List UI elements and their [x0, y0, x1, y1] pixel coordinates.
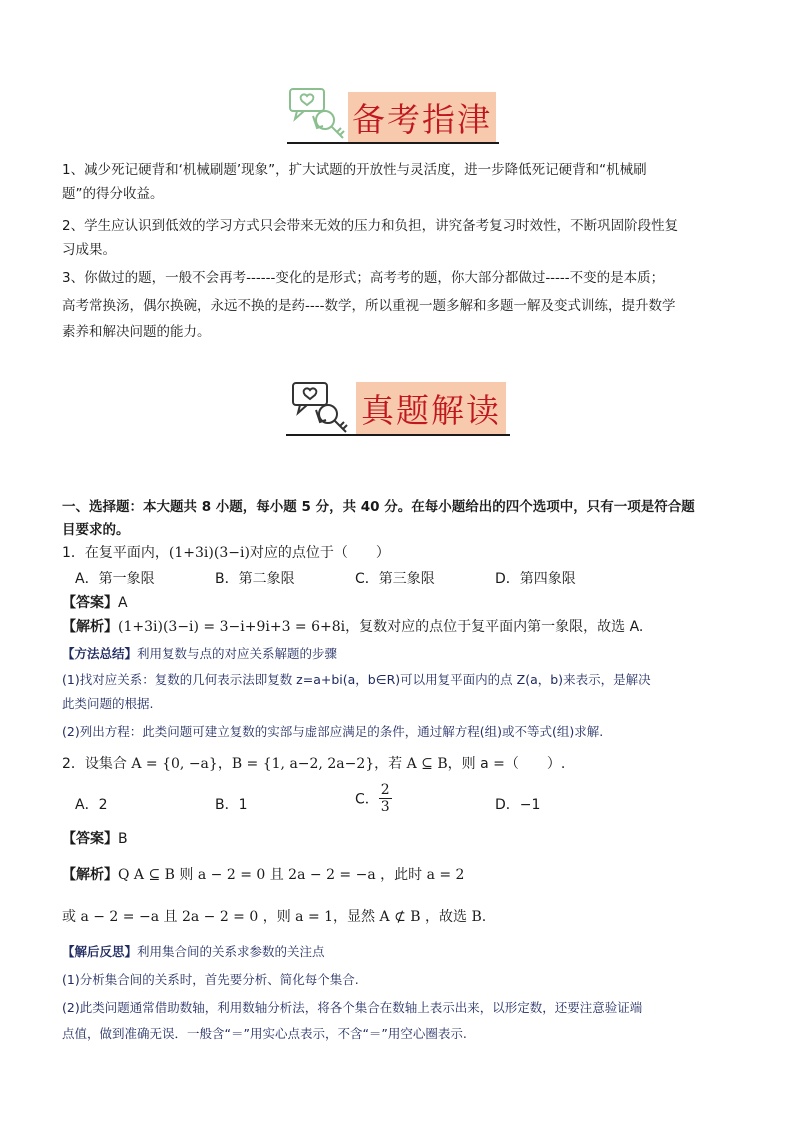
- q1-option-a: A．第一象限: [75, 571, 155, 587]
- q2-option-c-fraction: $\frac{2}{3}$: [380, 782, 390, 815]
- q2-reflection-title: 【解后反思】利用集合间的关系求参数的关注点: [62, 944, 325, 959]
- q2-reflection-point1: (1)分析集合间的关系时，首先要分析、简化每个集合.: [62, 972, 359, 987]
- q1-stem: 1．在复平面内，(1+3i)(3−i)对应的点位于（ ）: [62, 545, 390, 561]
- q1-method-step1-line2: 此类问题的根据.: [62, 696, 154, 711]
- q1-method-step2: (2)列出方程：此类问题可建立复数的实部与虚部应满足的条件，通过解方程(组)或不等式(组)求解.: [62, 724, 604, 739]
- q1-analysis: 【解析】(1+3i)(3−i) = 3−i+9i+3 = 6+8i，复数对应的点位于复平面内第一象限，故选 A.: [62, 619, 644, 635]
- intro-p1-line2: 题”的得分收益。: [62, 186, 164, 202]
- q1-answer: 【答案】A: [62, 595, 128, 611]
- q1-option-c: C．第三象限: [355, 571, 435, 587]
- intro-p3-line2: 高考常换汤，偶尔换碗，永远不换的是药----数学，所以重视一题多解和多题一解及变式训练，提升数学: [62, 298, 676, 314]
- q2-option-d: D．−1: [495, 797, 541, 813]
- banner-title-box-2: 真题解读: [356, 382, 506, 434]
- q2-reflection-point2-line1: (2)此类问题通常借助数轴，利用数轴分析法，将各个集合在数轴上表示出来，以形定数，还要注意验证端: [62, 1000, 643, 1015]
- q2-set-b: B = {1, a−2, 2a−2}: [231, 756, 375, 772]
- banner-underline-2: [286, 434, 510, 436]
- banner-underline-1: [287, 142, 499, 144]
- q2-stem: 2．设集合 A = {0, −a}，B = {1, a−2, 2a−2}，若 A ⊆ B，则 a =（ ）.: [62, 756, 566, 772]
- q2-reflection-point2-line2: 点值，做到准确无误．一般含“＝”用实心点表示，不含“＝”用空心圈表示.: [62, 1026, 467, 1041]
- q2-option-c: C． $\frac{2}{3}$: [355, 782, 390, 815]
- q2-set-a: A = {0, −a}: [131, 756, 218, 772]
- intro-p1-line1: 1、减少死记硬背和‘机械刷题’现象”，扩大试题的开放性与灵活度，进一步降低死记硬背和“机械刷: [62, 162, 647, 178]
- q2-analysis-line1: 【解析】Q A ⊆ B 则 a − 2 = 0 且 2a − 2 = −a ，此时 a = 2: [62, 867, 465, 883]
- q1-analysis-expr: (1+3i)(3−i) = 3−i+9i+3 = 6+8i: [118, 619, 346, 635]
- intro-p2-line1: 2、学生应认识到低效的学习方式只会带来无效的压力和负担，讲究备考复习时效性，不断巩固阶段性复: [62, 218, 679, 234]
- q1-method-step1-line1: (1)找对应关系：复数的几何表示法即复数 z=a+bi(a，b∈R)可以用复平面内的点 Z(a，b)来表示，是解决: [62, 672, 651, 687]
- q2-answer: 【答案】B: [62, 831, 128, 847]
- q1-option-d: D．第四象限: [495, 571, 576, 587]
- section-heading-line2: 目要求的。: [62, 522, 130, 538]
- q2-option-b: B．1: [215, 797, 248, 813]
- q1-stem-expr: (1+3i)(3−i): [168, 545, 250, 561]
- section-heading-line1: 一、选择题：本大题共 8 小题，每小题 5 分，共 40 分。在每小题给出的四个选项中，只有一项是符合题: [62, 499, 695, 515]
- heart-key-chat-icon: [287, 86, 351, 140]
- q2-option-a: A．2: [75, 797, 108, 813]
- q2-relation: A ⊆ B: [406, 756, 448, 772]
- intro-p2-line2: 习成果。: [62, 242, 116, 258]
- intro-p3-line1: 3、你做过的题，一般不会再考------变化的是形式；高考考的题，你大部分都做过-----不变的是本质；: [62, 270, 665, 286]
- q1-method-summary-title: 【方法总结】利用复数与点的对应关系解题的步骤: [62, 646, 338, 661]
- heart-key-chat-icon: [290, 380, 354, 434]
- q1-option-b: B．第二象限: [215, 571, 295, 587]
- banner-title-box-1: 备考指津: [348, 92, 496, 142]
- q2-analysis-line2: 或 a − 2 = −a 且 2a − 2 = 0 ，则 a = 1，显然 A ⊄ B ，故选 B.: [62, 909, 487, 925]
- intro-p3-line3: 素养和解决问题的能力。: [62, 324, 211, 340]
